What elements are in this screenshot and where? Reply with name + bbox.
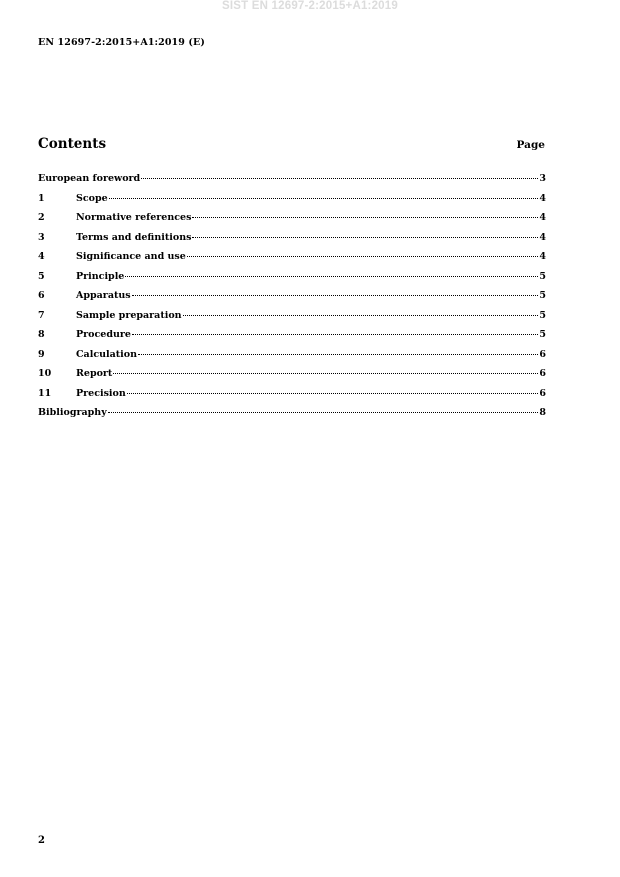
page-number: 2 <box>38 835 45 846</box>
toc-leader-dots <box>141 178 538 179</box>
toc-entry-number: 9 <box>38 348 45 360</box>
toc-entry-page: 3 <box>539 173 546 184</box>
watermark: SIST EN 12697-2:2015+A1:2019 <box>222 0 398 12</box>
toc-entry-number: 5 <box>38 270 45 282</box>
toc-entry-label: Calculation <box>76 348 138 360</box>
toc-entry-label: Report <box>76 368 113 379</box>
toc-entry-page: 5 <box>539 270 546 282</box>
table-of-contents <box>38 173 546 427</box>
toc-entry-significance-and-use[interactable] <box>38 251 546 271</box>
toc-entry-label: Procedure <box>76 329 131 340</box>
toc-entry-page: 5 <box>539 290 546 301</box>
toc-entry-bibliography[interactable] <box>38 407 546 427</box>
toc-entry-number: 7 <box>38 309 45 321</box>
contents-title: Contents <box>38 136 107 152</box>
toc-entry-apparatus[interactable] <box>38 290 546 310</box>
document-id-header: EN 12697-2:2015+A1:2019 (E) <box>38 37 205 48</box>
toc-entry-page: 6 <box>539 387 546 399</box>
toc-entry-number: 8 <box>38 329 45 340</box>
toc-entry-page: 8 <box>539 407 546 418</box>
toc-entry-scope[interactable] <box>38 193 546 213</box>
toc-leader-dots <box>192 217 538 218</box>
toc-entry-label: Precision <box>76 387 126 399</box>
toc-entry-page: 4 <box>539 231 546 243</box>
toc-entry-number: 6 <box>38 290 45 301</box>
toc-entry-label: Bibliography <box>38 407 107 418</box>
toc-leader-dots <box>127 393 539 394</box>
toc-entry-procedure[interactable] <box>38 329 546 349</box>
toc-entry-label: Normative references <box>76 212 192 223</box>
toc-entry-number: 3 <box>38 231 45 243</box>
toc-entry-page: 5 <box>539 329 546 340</box>
toc-entry-page: 4 <box>539 251 546 262</box>
toc-leader-dots <box>125 276 538 277</box>
toc-entry-page: 5 <box>539 309 546 321</box>
toc-entry-number: 10 <box>38 368 52 379</box>
toc-entry-number: 1 <box>38 192 45 204</box>
toc-leader-dots <box>183 315 539 316</box>
toc-entry-european-foreword[interactable] <box>38 173 546 193</box>
toc-entry-label: Principle <box>76 270 125 282</box>
page-column-heading: Page <box>516 139 545 151</box>
toc-leader-dots <box>109 198 539 199</box>
toc-leader-dots <box>192 237 538 238</box>
toc-entry-number: 11 <box>38 387 52 399</box>
toc-entry-precision[interactable] <box>38 388 546 408</box>
toc-entry-number: 2 <box>38 212 45 223</box>
toc-entry-terms-and-definitions[interactable] <box>38 232 546 252</box>
toc-entry-page: 6 <box>539 368 546 379</box>
toc-entry-label: Significance and use <box>76 251 186 262</box>
toc-entry-principle[interactable] <box>38 271 546 291</box>
toc-entry-page: 4 <box>539 212 546 223</box>
toc-entry-sample-preparation[interactable] <box>38 310 546 330</box>
toc-entry-label: Scope <box>76 192 108 204</box>
toc-entry-label: European foreword <box>38 173 141 184</box>
toc-leader-dots <box>113 373 538 374</box>
toc-entry-label: Apparatus <box>76 290 131 301</box>
toc-leader-dots <box>187 256 539 257</box>
toc-leader-dots <box>138 354 538 355</box>
toc-entry-label: Terms and definitions <box>76 231 192 243</box>
toc-entry-number: 4 <box>38 251 45 262</box>
toc-leader-dots <box>108 412 539 413</box>
toc-leader-dots <box>132 295 539 296</box>
toc-entry-normative-references[interactable] <box>38 212 546 232</box>
toc-entry-report[interactable] <box>38 368 546 388</box>
toc-entry-calculation[interactable] <box>38 349 546 369</box>
toc-entry-label: Sample preparation <box>76 309 182 321</box>
toc-entry-page: 6 <box>539 348 546 360</box>
toc-leader-dots <box>132 334 538 335</box>
toc-entry-page: 4 <box>539 192 546 204</box>
